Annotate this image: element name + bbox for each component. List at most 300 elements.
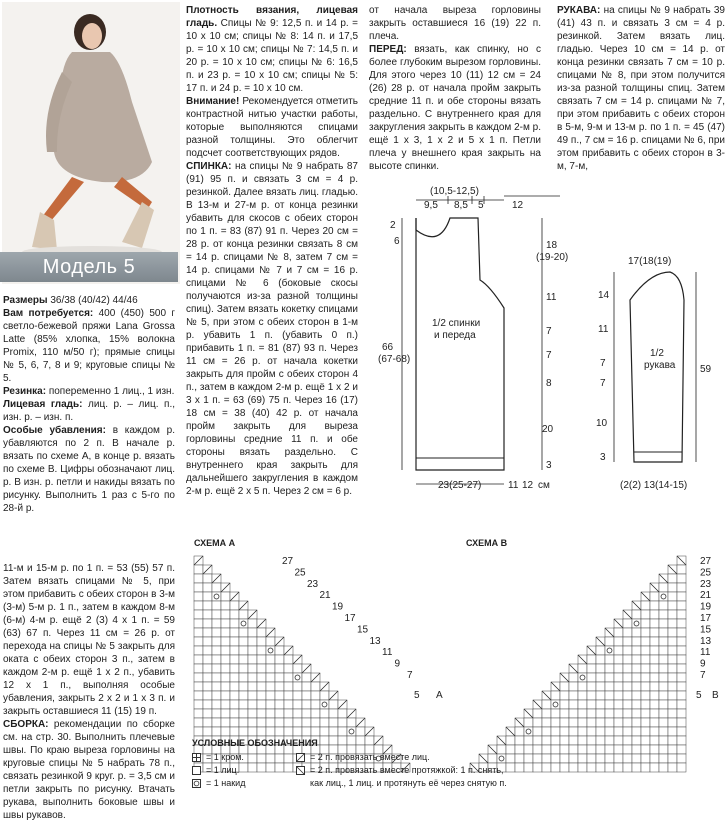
schema-cell — [239, 691, 248, 700]
schema-cell — [212, 709, 221, 718]
schema-cell — [347, 727, 356, 736]
total-length-alt: (67-68) — [378, 354, 411, 365]
assembly-label: СБОРКА: — [3, 719, 49, 730]
schema-cell — [677, 682, 686, 691]
schema-cell — [650, 601, 659, 610]
schema-cell — [194, 646, 203, 655]
schema-cell — [632, 646, 641, 655]
schema-cell — [623, 682, 632, 691]
schema-cell — [659, 619, 668, 628]
schema-cell — [587, 709, 596, 718]
schema-cell — [284, 655, 293, 664]
schema-cell — [203, 709, 212, 718]
schema-cell — [221, 691, 230, 700]
schema-cell — [533, 718, 542, 727]
schema-cell — [194, 592, 203, 601]
schema-cell — [650, 682, 659, 691]
schema-cell — [659, 691, 668, 700]
schema-cell — [266, 664, 275, 673]
schema-cell — [239, 673, 248, 682]
schema-cell — [542, 700, 551, 709]
schema-cell — [614, 682, 623, 691]
schema-cell — [203, 619, 212, 628]
schema-cell — [203, 691, 212, 700]
schema-cell — [221, 700, 230, 709]
schema-cell — [632, 691, 641, 700]
legend-ssk-2: как лиц., 1 лиц. и протянуть её через снятую п. — [310, 778, 507, 788]
schema-a-row-5: 5 — [414, 690, 420, 701]
schema-cell — [677, 691, 686, 700]
schema-cell — [221, 637, 230, 646]
schema-cell — [248, 718, 257, 727]
schema-cell — [221, 709, 230, 718]
schema-cell — [560, 727, 569, 736]
schema-cell — [623, 700, 632, 709]
schema-cell — [266, 655, 275, 664]
schema-cell — [551, 709, 560, 718]
schema-cell — [212, 700, 221, 709]
body-bottom-width: 23(25-27) — [438, 480, 482, 491]
schema-cell — [221, 673, 230, 682]
schema-cell — [257, 628, 266, 637]
schema-cell — [338, 718, 347, 727]
schema-cell — [659, 673, 668, 682]
schema-row-number: 17 — [344, 613, 356, 624]
schema-cell — [632, 682, 641, 691]
schema-cell — [668, 700, 677, 709]
section-8: 8 — [546, 378, 552, 389]
attention-value: Рекомендуется отметить контрастной нитью участки работы, которые выполняются спицами разной толщины. Это облегчит подсчет соответствующих рядов. — [186, 96, 358, 159]
schema-cell — [587, 700, 596, 709]
schema-cell — [221, 655, 230, 664]
schema-cell — [266, 718, 275, 727]
schema-cell — [248, 691, 257, 700]
schema-cell — [239, 655, 248, 664]
schema-cell — [614, 691, 623, 700]
schema-cell — [320, 700, 329, 709]
schema-cell — [212, 619, 221, 628]
schema-cell — [284, 682, 293, 691]
schema-cell — [194, 691, 203, 700]
density-label: Плотность вязания, лицевая гладь. — [186, 5, 358, 29]
body-pattern-drawing — [378, 186, 569, 540]
schema-cell — [239, 619, 248, 628]
schema-cell — [221, 610, 230, 619]
schema-cell — [677, 565, 686, 574]
body-seg-d: 12 — [512, 200, 524, 211]
schema-cell — [596, 700, 605, 709]
schema-cell — [623, 673, 632, 682]
schema-cell — [239, 700, 248, 709]
sleeve-bottom-width: (2(2) 13(14-15) — [620, 480, 688, 491]
schema-cell — [668, 574, 677, 583]
schema-cell — [212, 682, 221, 691]
schema-cell — [248, 619, 257, 628]
schema-cell — [221, 727, 230, 736]
schema-cell — [641, 646, 650, 655]
schema-cell — [203, 646, 212, 655]
schema-cell — [302, 673, 311, 682]
legend-yarn-over: = 1 накид — [206, 778, 246, 788]
schema-cell — [542, 727, 551, 736]
schema-cell — [293, 673, 302, 682]
materials-value: 400 (450) 500 г светло-бежевой пряжи Lana Grossa Latte (85% хлопка, 15% волокна Promix, 110 м/50 г); прямые спицы № 5, 6, 7, 8 и 9; круговые спицы № 5. — [3, 308, 175, 384]
schema-cell — [311, 691, 320, 700]
schema-b-row-numbers — [700, 556, 712, 681]
schema-cell — [266, 646, 275, 655]
schema-cell — [578, 709, 587, 718]
schema-cell — [533, 727, 542, 736]
schema-cell — [221, 664, 230, 673]
schema-cell — [194, 583, 203, 592]
neck-depth-2: 2 — [390, 220, 396, 231]
schema-cell — [524, 718, 533, 727]
schema-cell — [302, 700, 311, 709]
armhole-height-alt: (19-20) — [536, 252, 569, 263]
schema-cell — [275, 655, 284, 664]
section-7b: 7 — [546, 350, 552, 361]
sleeve-label: РУКАВА: — [557, 5, 601, 16]
schema-cell — [275, 709, 284, 718]
schema-cell — [569, 709, 578, 718]
sleeve-cap-14: 14 — [598, 290, 610, 301]
sleeve-rib-3: 3 — [600, 452, 606, 463]
schema-cell — [614, 709, 623, 718]
schema-cell — [632, 655, 641, 664]
schema-cell — [275, 691, 284, 700]
schema-cell — [668, 691, 677, 700]
schema-cell — [650, 709, 659, 718]
schema-cell — [569, 700, 578, 709]
schema-cell — [605, 718, 614, 727]
schema-cell — [632, 700, 641, 709]
schema-cell — [515, 727, 524, 736]
schema-cell — [632, 727, 641, 736]
schema-cell — [302, 709, 311, 718]
schema-cell — [203, 682, 212, 691]
schema-cell — [212, 718, 221, 727]
schema-cell — [623, 628, 632, 637]
schema-cell — [650, 628, 659, 637]
schema-cell — [257, 673, 266, 682]
schema-cell — [659, 655, 668, 664]
schema-row-number: 15 — [357, 624, 369, 636]
schema-row-number: 15 — [700, 624, 712, 636]
schema-cell — [212, 610, 221, 619]
schema-cell — [551, 700, 560, 709]
schema-cell — [293, 682, 302, 691]
schema-cell — [605, 637, 614, 646]
sleeve-length: 59 — [700, 364, 712, 375]
attention-label: Внимание! — [186, 96, 240, 107]
schema-cell — [614, 700, 623, 709]
schema-cell — [248, 727, 257, 736]
schema-cell — [194, 574, 203, 583]
back-label: СПИНКА: — [186, 161, 232, 172]
schema-row-number: 19 — [700, 601, 712, 613]
schema-cell — [659, 637, 668, 646]
schema-cell — [230, 646, 239, 655]
schema-cell — [677, 655, 686, 664]
schema-row-number: 27 — [700, 556, 712, 567]
sleeve-piece-label-2: рукава — [644, 360, 676, 371]
schema-cell — [668, 628, 677, 637]
schema-cell — [614, 718, 623, 727]
schema-cell — [596, 727, 605, 736]
schema-cell — [614, 664, 623, 673]
schema-cell — [194, 709, 203, 718]
schema-cell — [203, 673, 212, 682]
schema-cell — [194, 718, 203, 727]
schema-cell — [320, 709, 329, 718]
schema-row-number: 11 — [382, 647, 393, 659]
schema-cell — [194, 655, 203, 664]
schema-cell — [659, 646, 668, 655]
schema-cell — [230, 718, 239, 727]
schema-cell — [524, 727, 533, 736]
column-3-text — [369, 4, 541, 173]
schema-cell — [605, 646, 614, 655]
density-value: Спицы № 9: 12,5 п. и 14 р. = 10 х 10 см; спицы № 8: 14 п. и 17,5 р. = 10 х 10 см; спицы № 7: 14,5 п. и 20 р. = 10 х 10 см; спицы № 6: 16,5 п. и 23 р. = 10 х 10 см; спицы № 5: 17 п. и 24 р. = 10 х 10 см. — [186, 18, 358, 94]
schema-cell — [284, 709, 293, 718]
schema-a-title: СХЕМА А — [194, 538, 236, 548]
schema-cell — [230, 691, 239, 700]
schema-cell — [257, 682, 266, 691]
schema-cell — [578, 691, 587, 700]
sleeve-piece-label: 1/2 — [650, 348, 664, 359]
schema-cell — [650, 664, 659, 673]
schema-cell — [257, 655, 266, 664]
schema-cell — [668, 610, 677, 619]
schema-cell — [203, 628, 212, 637]
schema-cell — [284, 700, 293, 709]
schema-cell — [605, 655, 614, 664]
schema-cell — [677, 673, 686, 682]
schema-cell — [659, 601, 668, 610]
schema-cell — [203, 700, 212, 709]
schema-cell — [239, 646, 248, 655]
schema-cell — [650, 673, 659, 682]
schema-cell — [650, 691, 659, 700]
schema-cell — [560, 718, 569, 727]
schema-cell — [668, 592, 677, 601]
bottom-column-text — [3, 562, 175, 822]
rib-label: Резинка: — [3, 386, 47, 397]
sleeve-value: на спицы № 9 набрать 39 (41) 43 п. и связать 3 см = 4 р. резинкой. Затем вязать лиц. гладью. Через 10 см = 14 р. от конца резинки связать 7 см = 10 р. спицами № 8, при этом получится из-за разной толщины спиц. Затем связать 7 см = 14 р. спицами № 7, при этом прибавить с обеих сторон в 5-м, 9-м и 13-м р. по 1 п. = 45 (47) 49 п., 7 см = 16 р. спицами № 6, при этом прибавить с обеих сторон в 3-м, 7-м, — [557, 5, 725, 172]
schema-cell — [311, 718, 320, 727]
schema-cell — [248, 664, 257, 673]
schema-cell — [587, 691, 596, 700]
schema-cell — [623, 709, 632, 718]
schema-cell — [641, 682, 650, 691]
schema-cell — [641, 637, 650, 646]
rib-height: 3 — [546, 460, 552, 471]
schema-cell — [650, 646, 659, 655]
schema-cell — [632, 718, 641, 727]
schema-cell — [329, 718, 338, 727]
schema-row-number: 25 — [294, 567, 306, 579]
schema-cell — [623, 664, 632, 673]
schema-cell — [203, 718, 212, 727]
schema-cell — [293, 664, 302, 673]
schema-cell — [650, 655, 659, 664]
schema-cell — [194, 637, 203, 646]
schema-cell — [212, 664, 221, 673]
schema-cell — [248, 637, 257, 646]
schema-cell — [641, 610, 650, 619]
schema-cell — [221, 601, 230, 610]
schema-cell — [320, 691, 329, 700]
schema-cell — [266, 691, 275, 700]
schema-cell — [668, 655, 677, 664]
front-label: ПЕРЕД: — [369, 44, 407, 55]
legend-k2tog: = 2 п. провязать вместе лиц. — [310, 752, 430, 762]
schema-cell — [284, 664, 293, 673]
schema-cell — [320, 727, 329, 736]
schema-b-title: СХЕМА В — [466, 538, 508, 548]
schema-cell — [275, 673, 284, 682]
schema-cell — [641, 718, 650, 727]
schema-cell — [275, 718, 284, 727]
body-seg-b: 8,5 — [454, 200, 468, 211]
schema-row-number: 9 — [394, 658, 401, 670]
schema-cell — [329, 700, 338, 709]
schema-row-number: 11 — [700, 647, 711, 659]
schema-cell — [632, 709, 641, 718]
schema-cell — [668, 727, 677, 736]
schema-cell — [203, 592, 212, 601]
schema-cell — [248, 655, 257, 664]
schema-cell — [614, 637, 623, 646]
schema-cell — [194, 700, 203, 709]
schema-cell — [596, 673, 605, 682]
schema-cell — [605, 682, 614, 691]
model-caption: Модель 5 — [42, 256, 136, 278]
yoke-height: 11 — [546, 292, 557, 303]
schema-cell — [623, 619, 632, 628]
schema-cell — [551, 718, 560, 727]
schema-cell — [266, 709, 275, 718]
schema-cell — [248, 700, 257, 709]
left-column-text — [3, 294, 175, 515]
schema-cell — [632, 673, 641, 682]
schema-cell — [230, 619, 239, 628]
schema-b-chart — [462, 536, 726, 706]
schema-cell — [551, 727, 560, 736]
schema-cell — [659, 727, 668, 736]
schema-cell — [650, 592, 659, 601]
schema-cell — [596, 691, 605, 700]
schema-cell — [239, 664, 248, 673]
schema-cell — [560, 691, 569, 700]
schema-cell — [659, 664, 668, 673]
schema-row-number: 27 — [282, 556, 294, 567]
schema-cell — [659, 709, 668, 718]
schema-cell — [266, 673, 275, 682]
schema-cell — [605, 727, 614, 736]
schema-cell — [641, 619, 650, 628]
schema-cell — [569, 691, 578, 700]
schema-cell — [194, 673, 203, 682]
schema-cell — [203, 610, 212, 619]
schema-cell — [248, 682, 257, 691]
schema-cell — [248, 709, 257, 718]
schema-cell — [212, 601, 221, 610]
schema-cell — [203, 664, 212, 673]
sizes-label: Размеры — [3, 295, 48, 306]
schema-cell — [239, 682, 248, 691]
schema-cell — [596, 664, 605, 673]
schema-cell — [257, 709, 266, 718]
schema-cell — [641, 601, 650, 610]
schema-cell — [569, 673, 578, 682]
schema-cell — [605, 709, 614, 718]
body-seg-a: 9,5 — [424, 200, 438, 211]
schema-cell — [677, 583, 686, 592]
schema-cell — [293, 691, 302, 700]
schema-cell — [623, 691, 632, 700]
schema-cell — [266, 700, 275, 709]
schema-cell — [257, 646, 266, 655]
schema-cell — [275, 646, 284, 655]
front-value: вязать, как спинку, но с более глубоким вырезом горловины. Для этого через 10 (11) 12 см = 24 (26) 28 р. от начала пройм закрыть средние 11 п. и обе стороны вязать раздельно. С внутреннего края для закругления закрыть в каждом 2-м р. ещё 1 х 3, 1 х 2 и 5 х 1 п. Петли плеча у внешнего края закрыть на высоте спинки. — [369, 44, 541, 172]
total-length: 66 — [382, 342, 394, 353]
schema-cell — [614, 628, 623, 637]
schema-cell — [194, 610, 203, 619]
schema-row-number: 23 — [307, 578, 319, 590]
schema-cell — [212, 691, 221, 700]
schema-cell — [632, 628, 641, 637]
section-20: 20 — [542, 424, 554, 435]
schema-cell — [257, 727, 266, 736]
schema-cell — [212, 655, 221, 664]
schema-cell — [230, 727, 239, 736]
schema-cell — [239, 610, 248, 619]
decrease-value: в каждом р. убавляются по 2 п. В начале р. вязать по схеме А, в конце р. вязать по схеме В. Цифры обозначают лиц. р. В изн. р. петли и накиды вязать по рисунку. Выполнить 1 раз с 5-го по 28-й р. — [3, 425, 175, 514]
yarn-over-symbol — [192, 779, 201, 788]
schema-cell — [203, 574, 212, 583]
schema-cell — [266, 727, 275, 736]
schema-cell — [311, 727, 320, 736]
schema-cell — [605, 691, 614, 700]
schema-cell — [293, 718, 302, 727]
legend-knit: = 1 лиц. — [206, 765, 240, 775]
schema-cell — [596, 709, 605, 718]
schema-cell — [194, 565, 203, 574]
schema-cell — [203, 637, 212, 646]
schema-cell — [596, 682, 605, 691]
schema-cell — [311, 700, 320, 709]
schema-cell — [203, 583, 212, 592]
schema-cell — [275, 682, 284, 691]
schema-cell — [677, 610, 686, 619]
schema-row-number: 21 — [700, 590, 712, 602]
schema-cell — [659, 682, 668, 691]
schema-row-number: 25 — [700, 567, 712, 579]
schema-cell — [212, 673, 221, 682]
schema-cell — [221, 646, 230, 655]
schema-cell — [641, 709, 650, 718]
schema-cell — [668, 637, 677, 646]
schema-cell — [668, 646, 677, 655]
body-bottom-seg-a: 11 — [508, 480, 519, 491]
schema-cell — [347, 718, 356, 727]
schema-cell — [614, 655, 623, 664]
schema-cell — [641, 673, 650, 682]
schema-cell — [275, 727, 284, 736]
schema-cell — [302, 727, 311, 736]
schema-cell — [650, 727, 659, 736]
